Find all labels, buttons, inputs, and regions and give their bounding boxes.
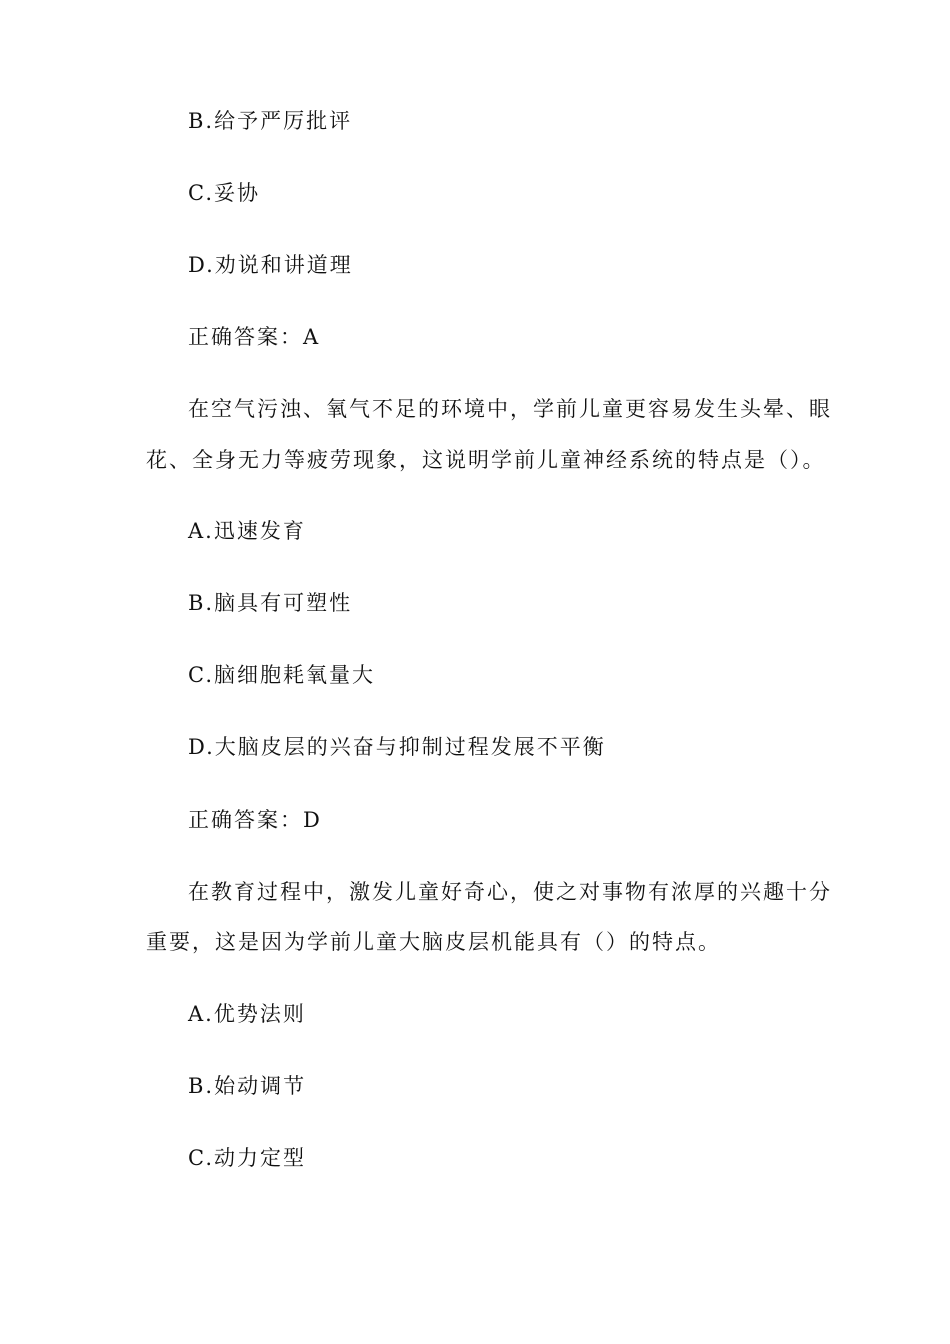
option-a: A.优势法则	[188, 1002, 306, 1026]
correct-answer: 正确答案：D	[188, 808, 322, 832]
option-d: D.劝说和讲道理	[188, 253, 353, 277]
question-stem-line1: 在空气污浊、氧气不足的环境中，学前儿童更容易发生头晕、眼	[188, 397, 832, 421]
option-c: C.动力定型	[188, 1146, 306, 1170]
correct-answer: 正确答案：A	[188, 325, 321, 349]
question-stem-line2: 花、全身无力等疲劳现象，这说明学前儿童神经系统的特点是（）。	[146, 448, 826, 472]
question-stem-line2: 重要，这是因为学前儿童大脑皮层机能具有（）的特点。	[146, 930, 721, 954]
question-stem-line1: 在教育过程中，激发儿童好奇心，使之对事物有浓厚的兴趣十分	[188, 880, 832, 904]
option-b: B.给予严厉批评	[188, 109, 353, 133]
option-c: C.妥协	[188, 181, 260, 205]
option-c: C.脑细胞耗氧量大	[188, 663, 375, 687]
option-d: D.大脑皮层的兴奋与抑制过程发展不平衡	[188, 735, 606, 759]
option-b: B.脑具有可塑性	[188, 591, 353, 615]
option-a: A.迅速发育	[188, 519, 306, 543]
option-b: B.始动调节	[188, 1074, 307, 1098]
